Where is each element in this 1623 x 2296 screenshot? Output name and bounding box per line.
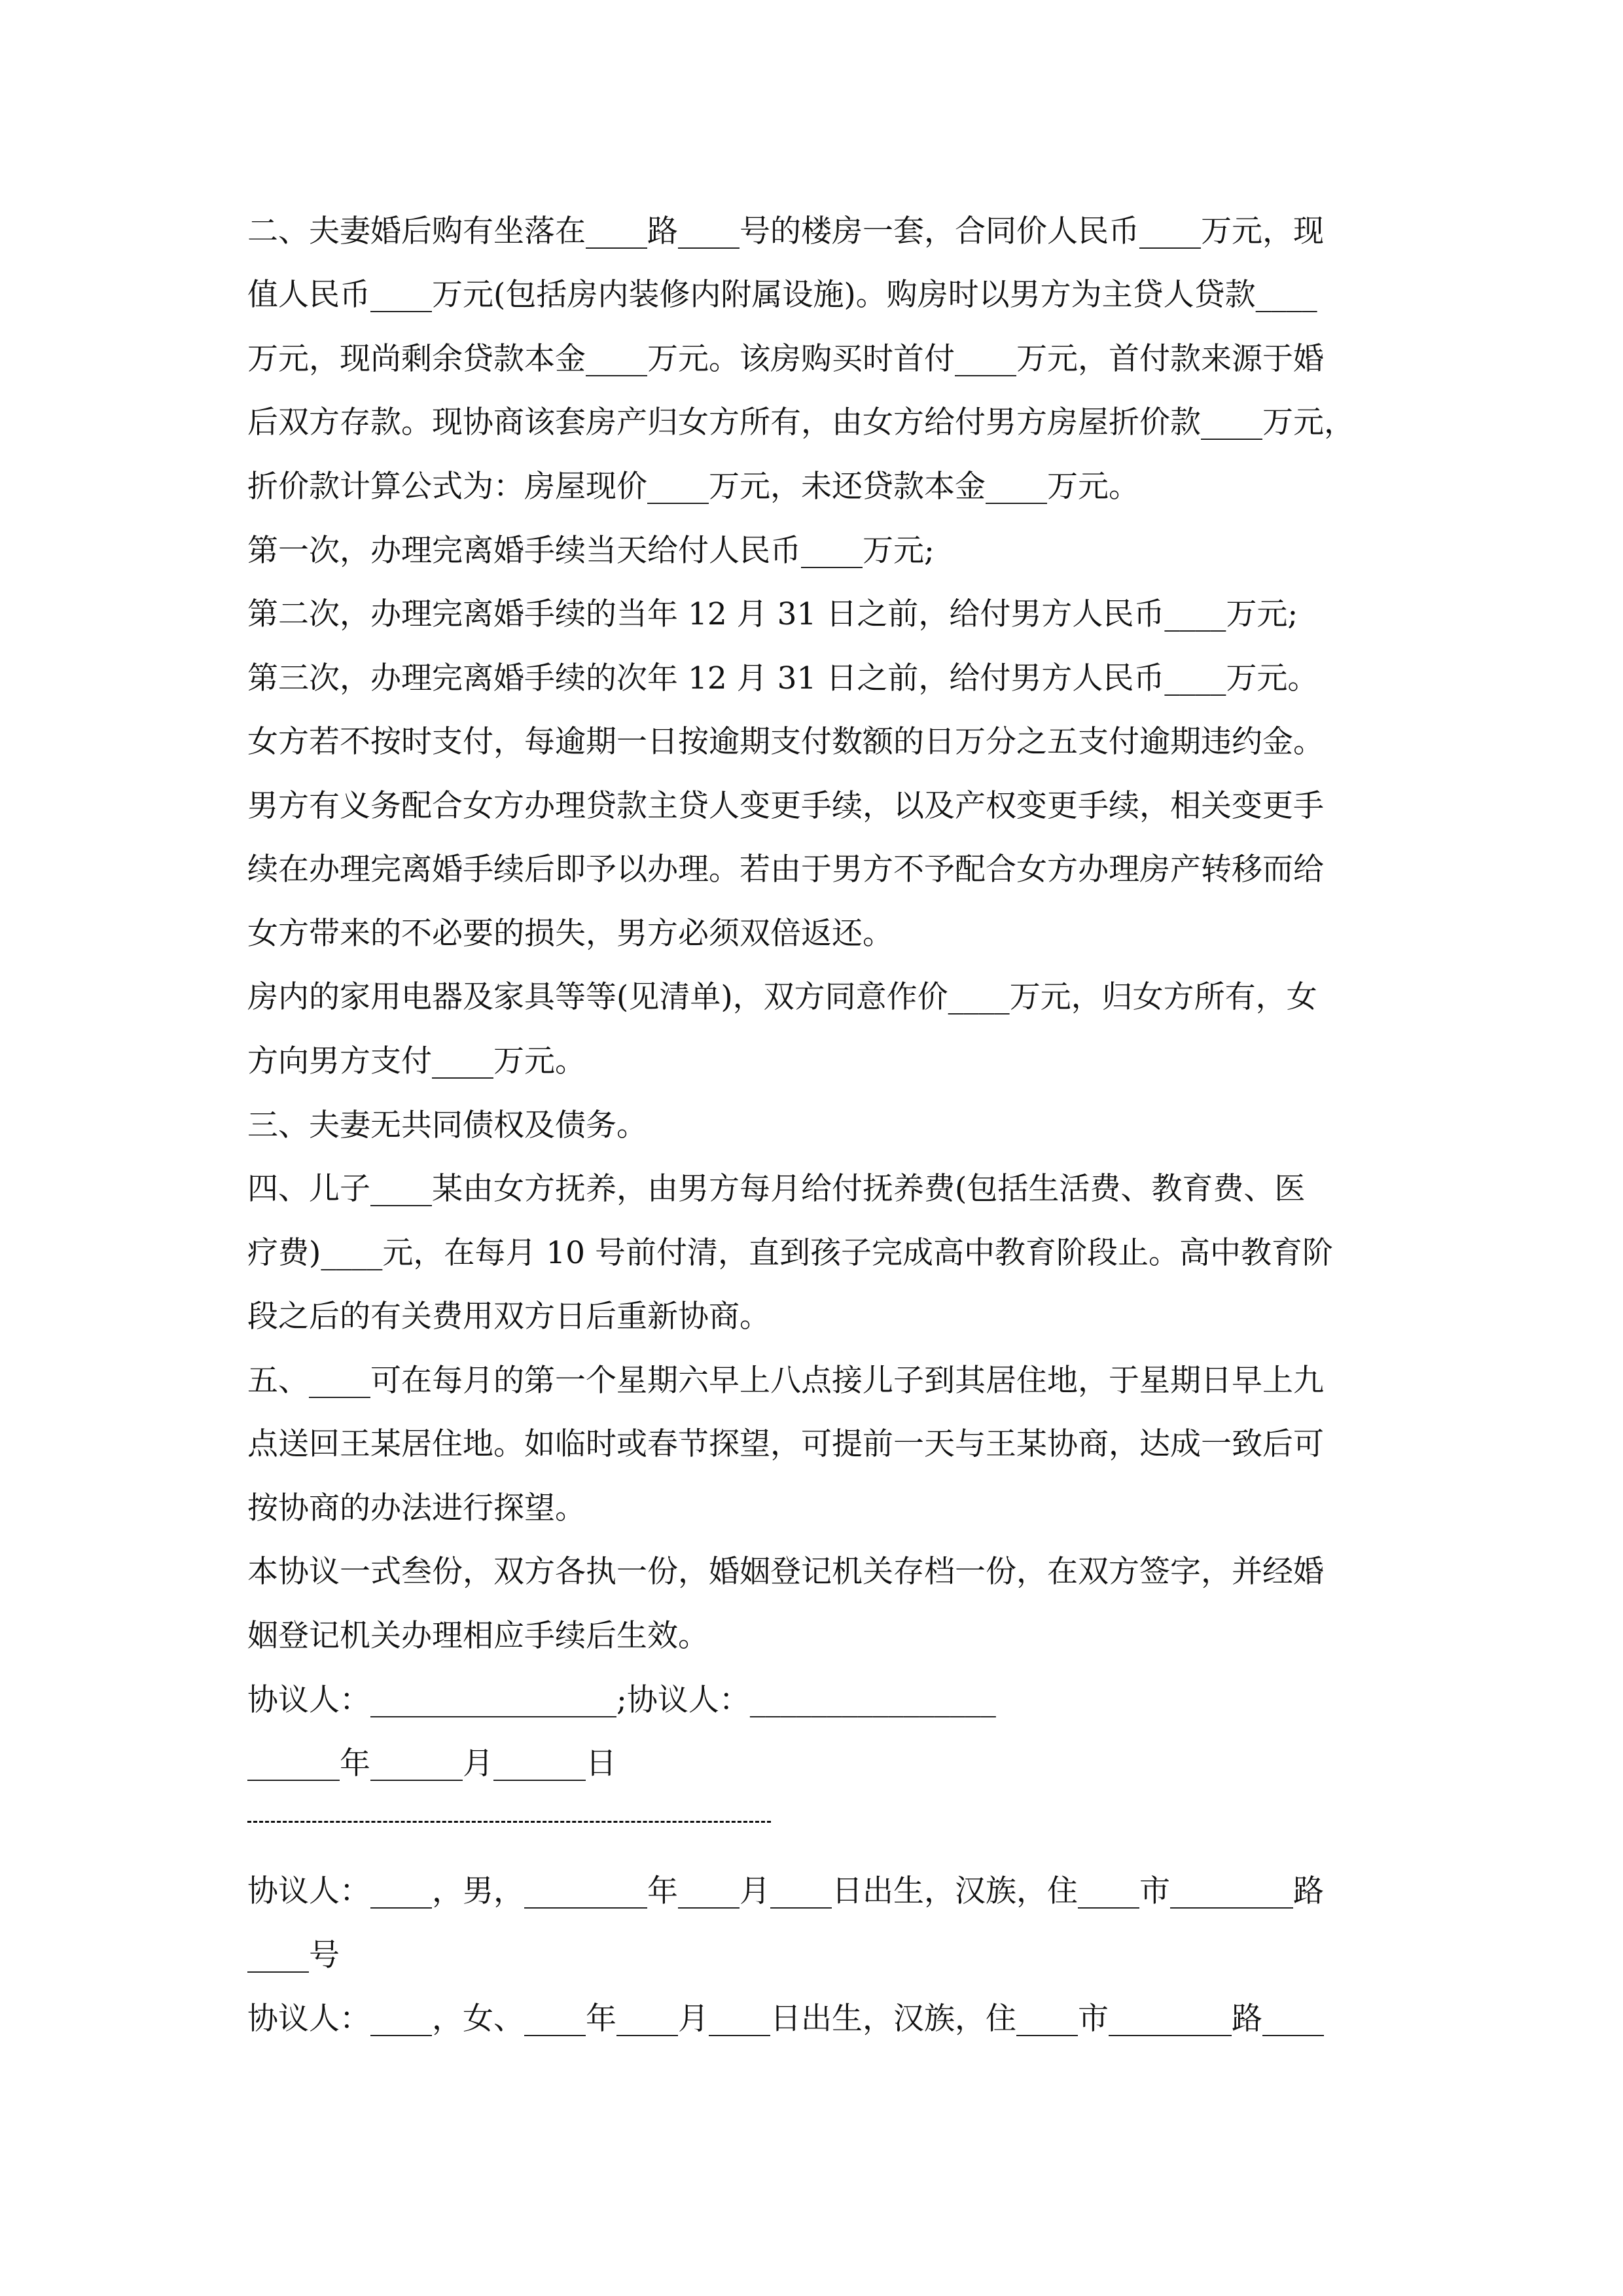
payment-third: 第三次，办理完离婚手续的次年 12 月 31 日之前，给付男方人民币____万元。 [247,660,1319,696]
party-female-line: 协议人：____，女、____年____月____日出生，汉族，住____市________路____ [247,2001,1324,2037]
appliances-line-1: 房内的家用电器及家具等等(见清单)，双方同意作价____万元，归女方所有，女 [247,979,1317,1015]
transfer-line-3: 女方带来的不必要的损失，男方必须双倍返还。 [247,916,893,952]
clause-2-line-3: 万元，现尚剩余贷款本金____万元。该房购买时首付____万元，首付款来源于婚 [247,341,1324,377]
clause-4-line-1: 四、儿子____某由女方抚养，由男方每月给付抚养费(包括生活费、教育费、医 [247,1171,1306,1207]
clause-5-line-2: 点送回王某居住地。如临时或春节探望，可提前一天与王某协商，达成一致后可 [247,1426,1324,1462]
transfer-line-1: 男方有义务配合女方办理贷款主贷人变更手续，以及产权变更手续，相关变更手 [247,788,1324,824]
late-penalty: 女方若不按时支付，每逾期一日按逾期支付数额的日万分之五支付逾期违约金。 [247,724,1324,760]
clause-2-line-5: 折价款计算公式为：房屋现价____万元，未还贷款本金____万元。 [247,469,1139,505]
payment-second: 第二次，办理完离婚手续的当年 12 月 31 日之前，给付男方人民币____万元; [247,596,1298,632]
clause-2-line-2: 值人民币____万元(包括房内装修内附属设施)。购房时以男方为主贷人贷款____ [247,277,1317,313]
transfer-line-2: 续在办理完离婚手续后即予以办理。若由于男方不予配合女方办理房产转移而给 [247,852,1324,888]
copies-line-2: 姻登记机关办理相应手续后生效。 [247,1618,709,1654]
copies-line-1: 本协议一式叁份，双方各执一份，婚姻登记机关存档一份，在双方签字，并经婚 [247,1554,1324,1590]
date-line: ______年______月______日 [247,1746,616,1782]
clause-5-line-3: 按协商的办法进行探望。 [247,1490,586,1526]
appliances-line-2: 方向男方支付____万元。 [247,1043,586,1079]
clause-4-line-2: 疗费)____元，在每月 10 号前付清，直到孩子完成高中教育阶段止。高中教育阶 [247,1235,1334,1271]
signature-line: 协议人：________________;协议人：________________ [247,1682,996,1718]
clause-2-line-4: 后双方存款。现协商该套房产归女方所有，由女方给付男方房屋折价款____万元， [247,404,1355,440]
clause-3: 三、夫妻无共同债权及债务。 [247,1107,647,1143]
party-male-line-2: ____号 [247,1937,340,1973]
payment-first: 第一次，办理完离婚手续当天给付人民币____万元; [247,533,935,569]
clause-2-line-1: 二、夫妻婚后购有坐落在____路____号的楼房一套，合同价人民币____万元，现 [247,213,1324,249]
clause-4-line-3: 段之后的有关费用双方日后重新协商。 [247,1299,770,1335]
party-male-line-1: 协议人：____，男，________年____月____日出生，汉族，住____市________路 [247,1873,1324,1909]
clause-5-line-1: 五、____可在每月的第一个星期六早上八点接儿子到其居住地，于星期日早上九 [247,1363,1324,1399]
separator-rule [247,1821,771,1823]
